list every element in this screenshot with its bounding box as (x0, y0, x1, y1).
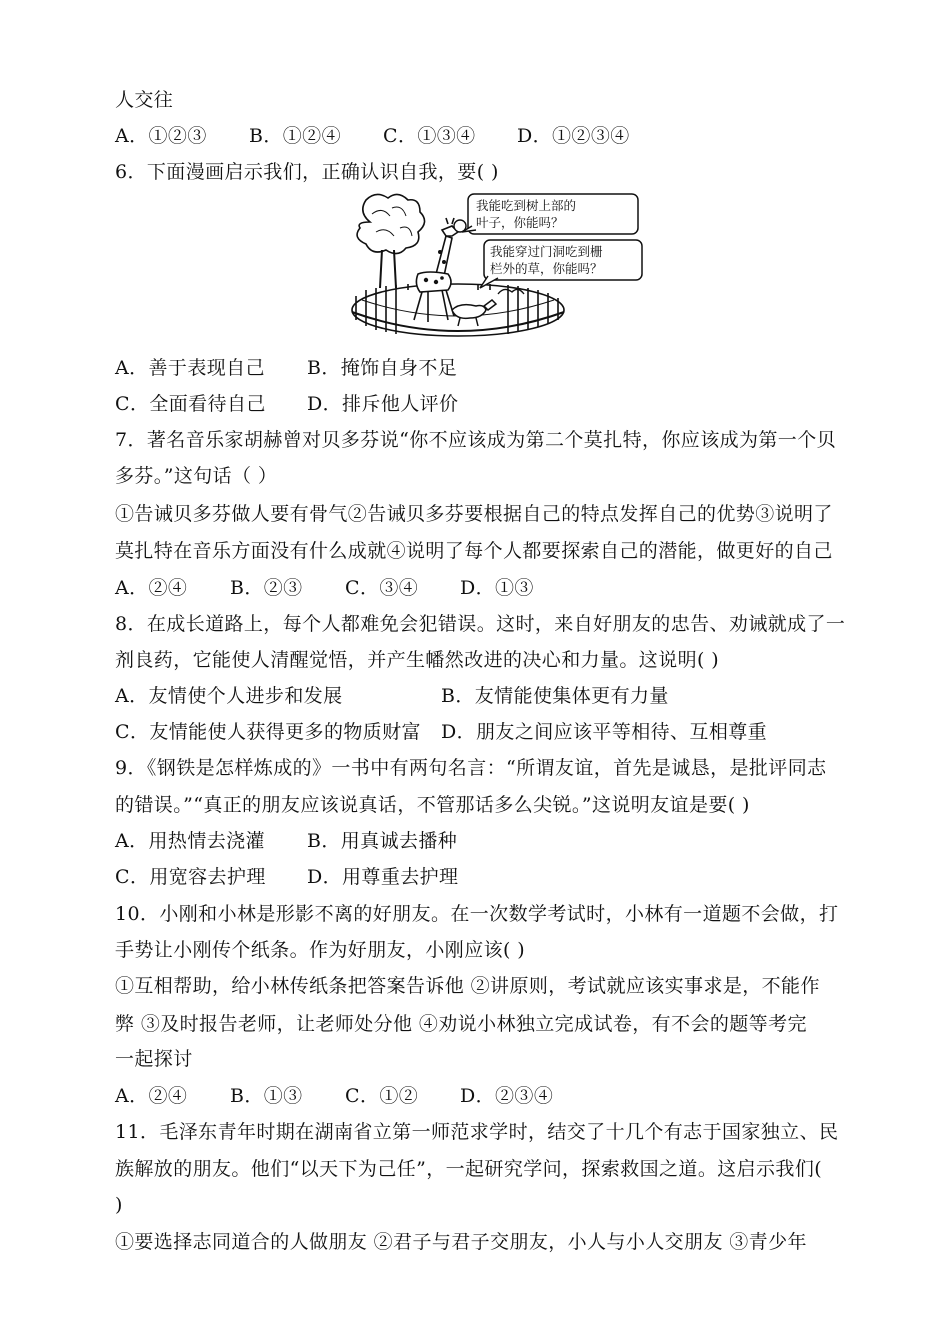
statement-line: 一起探讨 (115, 1048, 193, 1070)
option-d[interactable]: D．②③④ (460, 1085, 554, 1107)
option-a[interactable]: A．友情使个人进步和发展 (115, 685, 343, 707)
option-d[interactable]: D．用尊重去护理 (307, 866, 459, 888)
question-10: 10．小刚和小林是形影不离的好朋友。在一次数学考试时，小林有一道题不会做，打 (115, 903, 839, 925)
option-c[interactable]: C．用宽容去护理 (115, 866, 266, 888)
option-a[interactable]: A．善于表现自己 (115, 357, 265, 379)
question-7-cont: 多芬。”这句话（ ） (115, 465, 278, 487)
option-b[interactable]: B．掩饰自身不足 (307, 357, 458, 379)
option-a[interactable]: A．②④ (115, 577, 188, 599)
statement-line: ①互相帮助，给小林传纸条把答案告诉他 ②讲原则，考试就应该实事求是，不能作 (115, 975, 820, 997)
option-c[interactable]: C．①③④ (383, 125, 476, 147)
statement-line: ①告诫贝多芬做人要有骨气②告诫贝多芬要根据自己的特点发挥自己的优势③说明了 (115, 503, 833, 525)
question-9-cont: 的错误。”“真正的朋友应该说真话，不管那话多么尖锐。”这说明友谊是要( ) (115, 794, 750, 816)
question-11-cont: ) (115, 1194, 123, 1216)
option-b[interactable]: B．①③ (230, 1085, 303, 1107)
option-b[interactable]: B．②③ (230, 577, 303, 599)
option-a[interactable]: A．②④ (115, 1085, 188, 1107)
option-c[interactable]: C．友情能使人获得更多的物质财富 (115, 721, 421, 743)
statement-line: ①要选择志同道合的人做朋友 ②君子与君子交朋友，小人与小人交朋友 ③青少年 (115, 1231, 807, 1253)
option-c[interactable]: C．①② (345, 1085, 419, 1107)
question-11-cont: 族解放的朋友。他们“以天下为己任”，一起研究学问，探索救国之道。这启示我们( (115, 1158, 823, 1180)
option-b[interactable]: B．①②④ (249, 125, 341, 147)
question-9: 9．《钢铁是怎样炼成的》一书中有两句名言：“所谓友谊，首先是诚恳，是批评同志 (115, 757, 827, 779)
question-8: 8．在成长道路上，每个人都难免会犯错误。这时，来自好朋友的忠告、劝诫就成了一 (115, 613, 846, 635)
question-11: 11．毛泽东青年时期在湖南省立第一师范求学时，结交了十几个有志于国家独立、民 (115, 1121, 839, 1143)
giraffe-goat-cartoon (348, 192, 644, 342)
option-d[interactable]: D．①③ (460, 577, 534, 599)
question-6: 6．下面漫画启示我们，正确认识自我，要( ) (115, 161, 499, 183)
text-line: 人交往 (115, 89, 174, 111)
bubble2-line2: 栏外的草，你能吗？ (490, 261, 603, 276)
question-10-cont: 手势让小刚传个纸条。作为好朋友，小刚应该( ) (115, 939, 526, 961)
question-8-cont: 剂良药，它能使人清醒觉悟，并产生幡然改进的决心和力量。这说明( ) (115, 649, 720, 671)
option-a[interactable]: A．①②③ (115, 125, 207, 147)
bubble2-line1: 我能穿过门洞吃到栅 (490, 244, 603, 259)
bubble1-line1: 我能吃到树上部的 (476, 198, 577, 213)
option-c[interactable]: C．③④ (345, 577, 419, 599)
option-d[interactable]: D．排斥他人评价 (307, 393, 459, 415)
option-b[interactable]: B．用真诚去播种 (307, 830, 458, 852)
option-d[interactable]: D．朋友之间应该平等相待、互相尊重 (441, 721, 768, 743)
cartoon-illustration (348, 192, 644, 342)
option-d[interactable]: D．①②③④ (517, 125, 630, 147)
bubble1-line2: 叶子，你能吗？ (476, 215, 564, 230)
question-7: 7．著名音乐家胡赫曾对贝多芬说“你不应该成为第二个莫扎特，你应该成为第一个贝 (115, 429, 837, 451)
option-b[interactable]: B．友情能使集体更有力量 (441, 685, 669, 707)
statement-line: 莫扎特在音乐方面没有什么成就④说明了每个人都要探索自己的潜能，做更好的自己 (115, 540, 833, 562)
statement-line: 弊 ③及时报告老师，让老师处分他 ④劝说小林独立完成试卷，有不会的题等考完 (115, 1013, 807, 1035)
option-a[interactable]: A．用热情去浇灌 (115, 830, 265, 852)
option-c[interactable]: C．全面看待自己 (115, 393, 266, 415)
